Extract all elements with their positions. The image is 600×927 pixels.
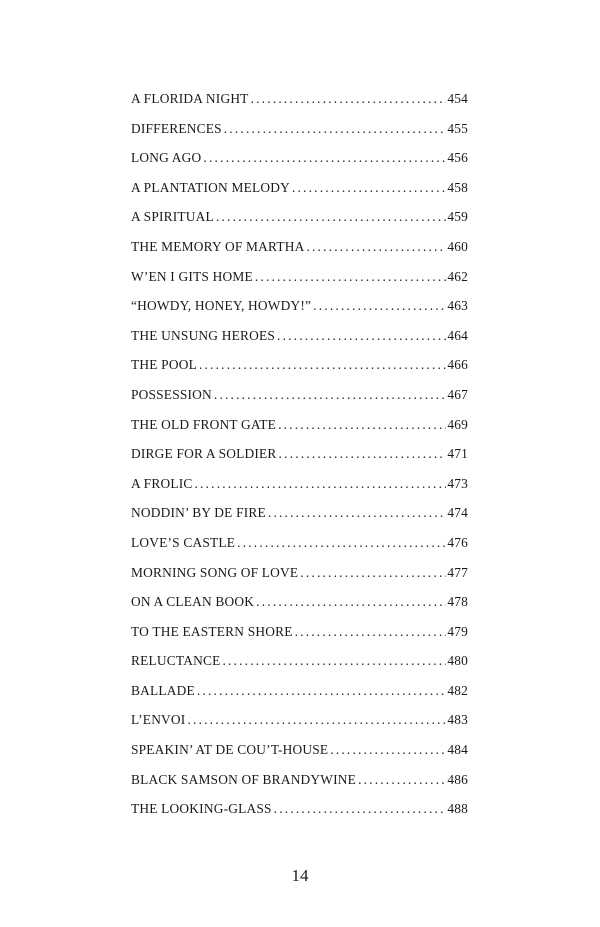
toc-entry-page-number: 469 (447, 416, 468, 432)
toc-entry-page-number: 477 (447, 564, 468, 580)
toc-entry-page-number: 456 (447, 150, 468, 166)
toc-entry-title: RELUCTANCE (131, 653, 221, 669)
dot-leader (197, 683, 446, 699)
dot-leader (274, 801, 447, 817)
toc-entry-page-number: 459 (447, 209, 468, 225)
toc-entry-page-number: 476 (447, 534, 468, 550)
toc-entry-page-number: 478 (447, 594, 468, 610)
toc-entry-page-number: 474 (447, 505, 468, 521)
toc-entry (131, 594, 468, 624)
toc-entry-page-number: 482 (447, 682, 468, 698)
dot-leader (292, 180, 446, 196)
dot-leader (224, 121, 447, 137)
toc-entry-title: THE LOOKING-GLASS (131, 801, 272, 817)
toc-entry (131, 91, 468, 121)
toc-entry-title: LOVE’S CASTLE (131, 534, 236, 550)
toc-entry (131, 712, 468, 742)
toc-entry-title: A SPIRITUAL (131, 209, 214, 225)
toc-entry-title: ON A CLEAN BOOK (131, 594, 255, 610)
toc-entry (131, 121, 468, 151)
dot-leader (251, 91, 447, 107)
toc-entry-page-number: 463 (447, 298, 468, 314)
dot-leader (255, 269, 446, 285)
dot-leader (199, 357, 446, 373)
page-number: 14 (291, 866, 309, 885)
toc-entry-title: L’ENVOI (131, 712, 186, 728)
toc-entry-title: A FLORIDA NIGHT (131, 91, 249, 106)
toc-entry-page-number: 471 (447, 446, 468, 462)
toc-entry-title: “HOWDY, HONEY, HOWDY!” (131, 298, 312, 314)
toc-entry (131, 624, 468, 654)
toc-entry (131, 742, 468, 772)
toc-entry-page-number: 462 (447, 268, 468, 284)
toc-entry-title: NODDIN’ BY DE FIRE (131, 505, 266, 521)
toc-entry-page-number: 454 (447, 91, 468, 106)
toc-entry (131, 565, 468, 595)
dot-leader (216, 209, 446, 225)
toc-entry-page-number: 467 (447, 386, 468, 402)
toc-entry-title: THE OLD FRONT GATE (131, 416, 277, 432)
toc-entry-title: BLACK SAMSON OF BRANDYWINE (131, 771, 357, 787)
toc-entry (131, 298, 468, 328)
toc-entry-title: SPEAKIN’ AT DE COU’T-HOUSE (131, 742, 329, 758)
toc-entry (131, 357, 468, 387)
toc-entry-page-number: 480 (447, 653, 468, 669)
toc-entry (131, 150, 468, 180)
toc-entry-page-number: 488 (447, 801, 468, 817)
toc-entry (131, 446, 468, 476)
toc-entry-page-number: 458 (447, 179, 468, 195)
table-of-contents (131, 91, 468, 831)
dot-leader (256, 594, 446, 610)
dot-leader (278, 417, 446, 433)
toc-entry-page-number: 484 (447, 742, 468, 758)
toc-entry-title: A PLANTATION MELODY (131, 179, 290, 195)
dot-leader (300, 565, 446, 581)
dot-leader (195, 476, 447, 492)
toc-entry-page-number: 483 (447, 712, 468, 728)
toc-entry-title: TO THE EASTERN SHORE (131, 623, 293, 639)
toc-entry-title: THE UNSUNG HEROES (131, 327, 276, 343)
dot-leader (214, 387, 446, 403)
dot-leader (306, 239, 446, 255)
dot-leader (277, 328, 446, 344)
toc-entry-title: MORNING SONG OF LOVE (131, 564, 299, 580)
toc-entry (131, 476, 468, 506)
toc-entry-title: BALLADE (131, 682, 195, 698)
toc-entry-title: DIFFERENCES (131, 120, 222, 136)
dot-leader (330, 742, 446, 758)
toc-entry-title: DIRGE FOR A SOLDIER (131, 446, 277, 462)
toc-entry (131, 683, 468, 713)
dot-leader (237, 535, 446, 551)
dot-leader (313, 298, 446, 314)
toc-entry-page-number: 464 (447, 327, 468, 343)
toc-entry (131, 417, 468, 447)
toc-entry-page-number: 473 (447, 475, 468, 491)
toc-entry (131, 269, 468, 299)
toc-entry-page-number: 460 (447, 238, 468, 254)
toc-entry (131, 239, 468, 269)
toc-entry (131, 328, 468, 358)
toc-entry-page-number: 479 (447, 623, 468, 639)
toc-entry-title: A FROLIC (131, 475, 193, 491)
toc-entry-title: POSSESSION (131, 386, 212, 402)
toc-entry (131, 772, 468, 802)
dot-leader (187, 712, 446, 728)
toc-entry (131, 209, 468, 239)
toc-entry-page-number: 466 (447, 357, 468, 373)
dot-leader (222, 653, 446, 669)
toc-entry (131, 387, 468, 417)
toc-entry-title: THE MEMORY OF MARTHA (131, 238, 305, 254)
toc-entry-page-number: 486 (447, 771, 468, 787)
toc-entry (131, 505, 468, 535)
dot-leader (279, 446, 447, 462)
toc-entry-title: LONG AGO (131, 150, 202, 166)
toc-entry-page-number: 455 (447, 120, 468, 136)
toc-entry (131, 801, 468, 831)
toc-entry-title: W’EN I GITS HOME (131, 268, 253, 284)
toc-entry (131, 535, 468, 565)
dot-leader (358, 772, 446, 788)
toc-entry (131, 180, 468, 210)
toc-entry (131, 653, 468, 683)
toc-entry-title: THE POOL (131, 357, 197, 373)
dot-leader (203, 150, 446, 166)
dot-leader (295, 624, 447, 640)
dot-leader (268, 505, 446, 521)
